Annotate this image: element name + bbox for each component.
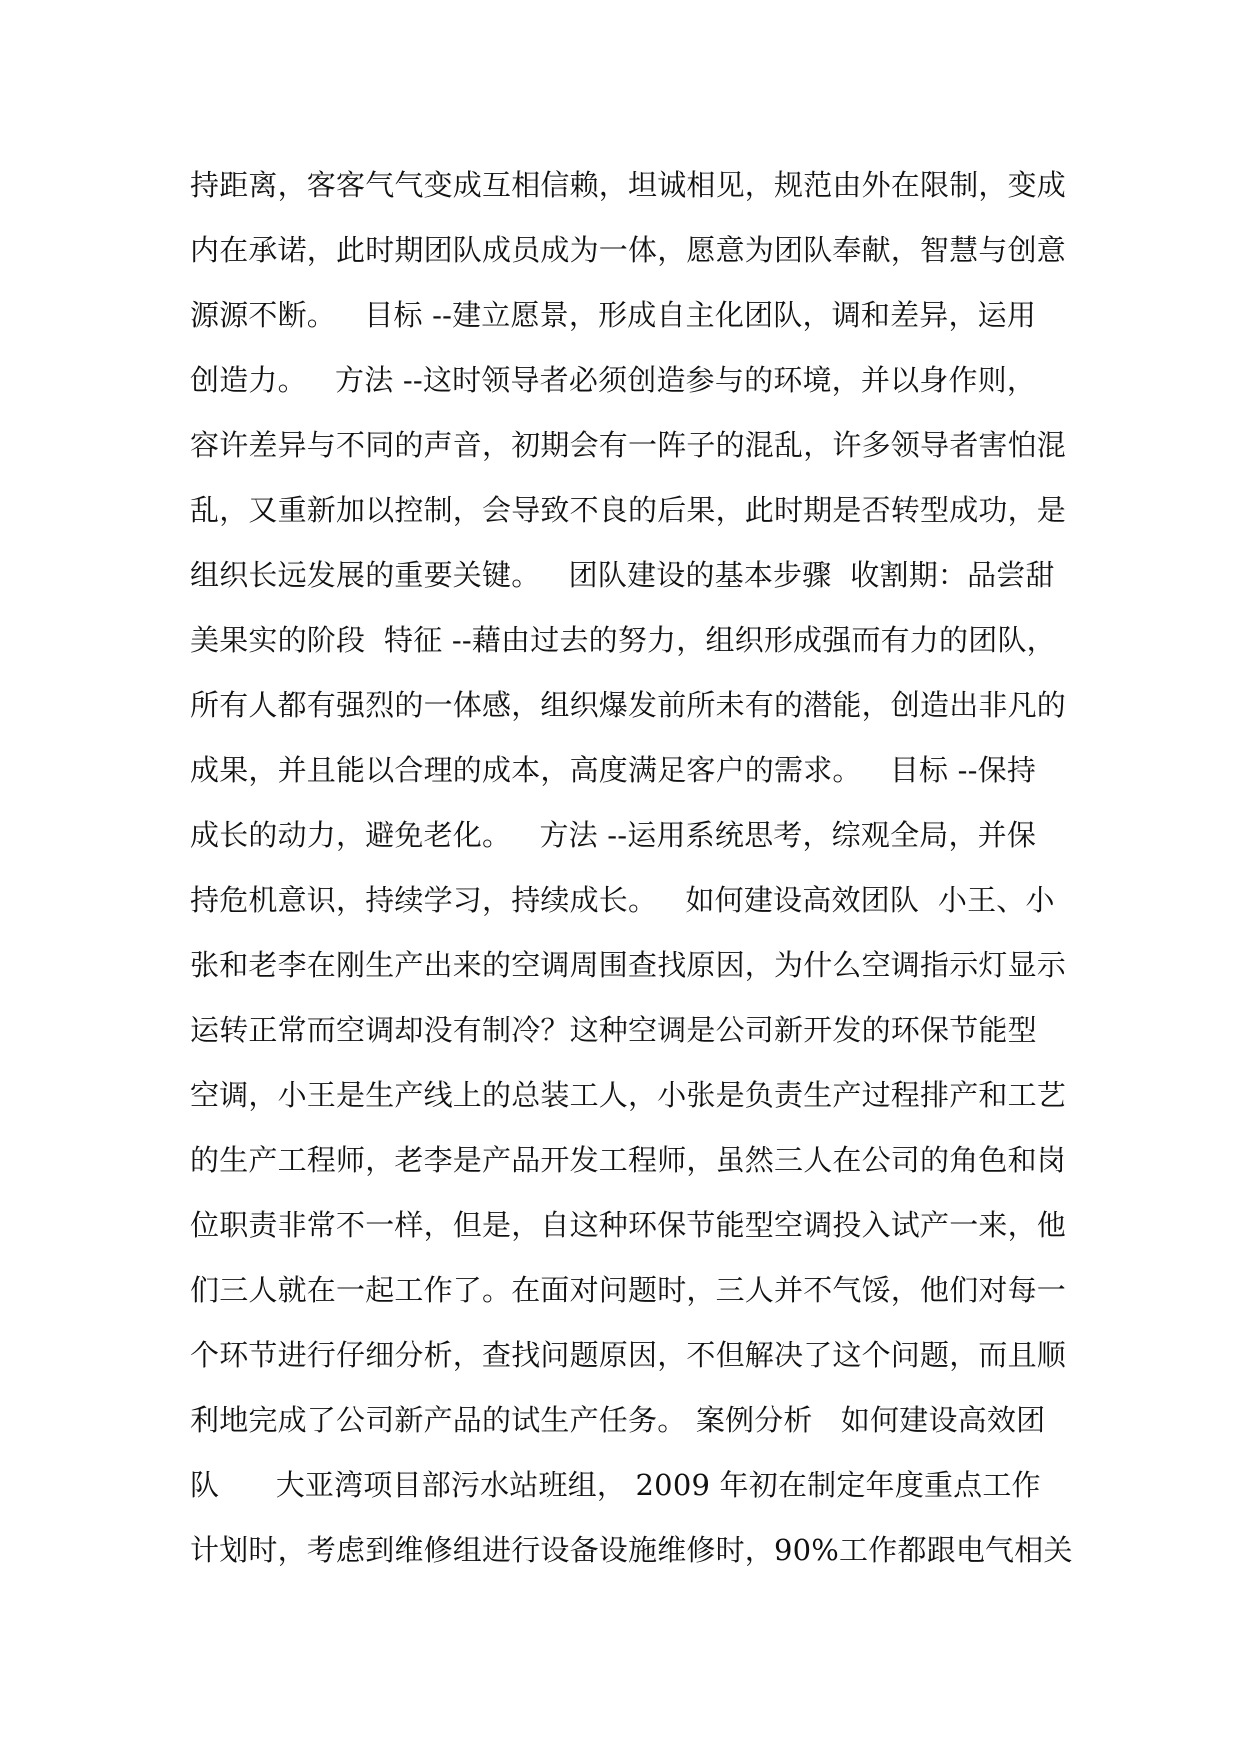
text-line: 美果实的阶段 特征 --藉由过去的努力，组织形成强而有力的团队， [190,623,1056,657]
text-line: 持危机意识，持续学习，持续成长。 如何建设高效团队 小王、小 [190,883,1055,917]
text-line: 源源不断。 目标 --建立愿景，形成自主化团队，调和差异，运用 [190,298,1037,332]
text-line: 们三人就在一起工作了。在面对问题时，三人并不气馁，他们对每一 [190,1273,1067,1307]
text-line: 的生产工程师，老李是产品开发工程师，虽然三人在公司的角色和岗 [190,1143,1067,1177]
text-line: 内在承诺，此时期团队成员成为一体，愿意为团队奉献，智慧与创意 [190,233,1067,267]
text-line: 成果，并且能以合理的成本，高度满足客户的需求。 目标 --保持 [190,753,1037,787]
text-line: 乱，又重新加以控制，会导致不良的后果，此时期是否转型成功，是 [190,493,1067,527]
text-line: 队 大亚湾项目部污水站班组， 2009 年初在制定年度重点工作 [190,1468,1041,1502]
text-line: 组织长远发展的重要关键。 团队建设的基本步骤 收割期：品尝甜 [190,558,1055,592]
text-line: 个环节进行仔细分析，查找问题原因，不但解决了这个问题，而且顺 [190,1338,1067,1372]
text-line: 运转正常而空调却没有制冷？这种空调是公司新开发的环保节能型 [190,1013,1037,1047]
text-line: 空调，小王是生产线上的总装工人，小张是负责生产过程排产和工艺 [190,1078,1067,1112]
text-line: 创造力。 方法 --这时领导者必须创造参与的环境，并以身作则， [190,363,1037,397]
text-line: 所有人都有强烈的一体感，组织爆发前所未有的潜能，创造出非凡的 [190,688,1067,722]
text-line: 计划时，考虑到维修组进行设备设施维修时，90%工作都跟电气相关 [190,1533,1073,1567]
text-line: 张和老李在刚生产出来的空调周围查找原因，为什么空调指示灯显示 [190,948,1067,982]
text-line: 利地完成了公司新产品的试生产任务。 案例分析 如何建设高效团 [190,1403,1046,1437]
text-line: 位职责非常不一样，但是，自这种环保节能型空调投入试产一来，他 [190,1208,1067,1242]
text-line: 持距离，客客气气变成互相信赖，坦诚相见，规范由外在限制，变成 [190,168,1067,202]
text-line: 容许差异与不同的声音，初期会有一阵子的混乱，许多领导者害怕混 [190,428,1067,462]
body-text [190,163,1073,1593]
text-line: 成长的动力，避免老化。 方法 --运用系统思考，综观全局，并保 [190,818,1037,852]
